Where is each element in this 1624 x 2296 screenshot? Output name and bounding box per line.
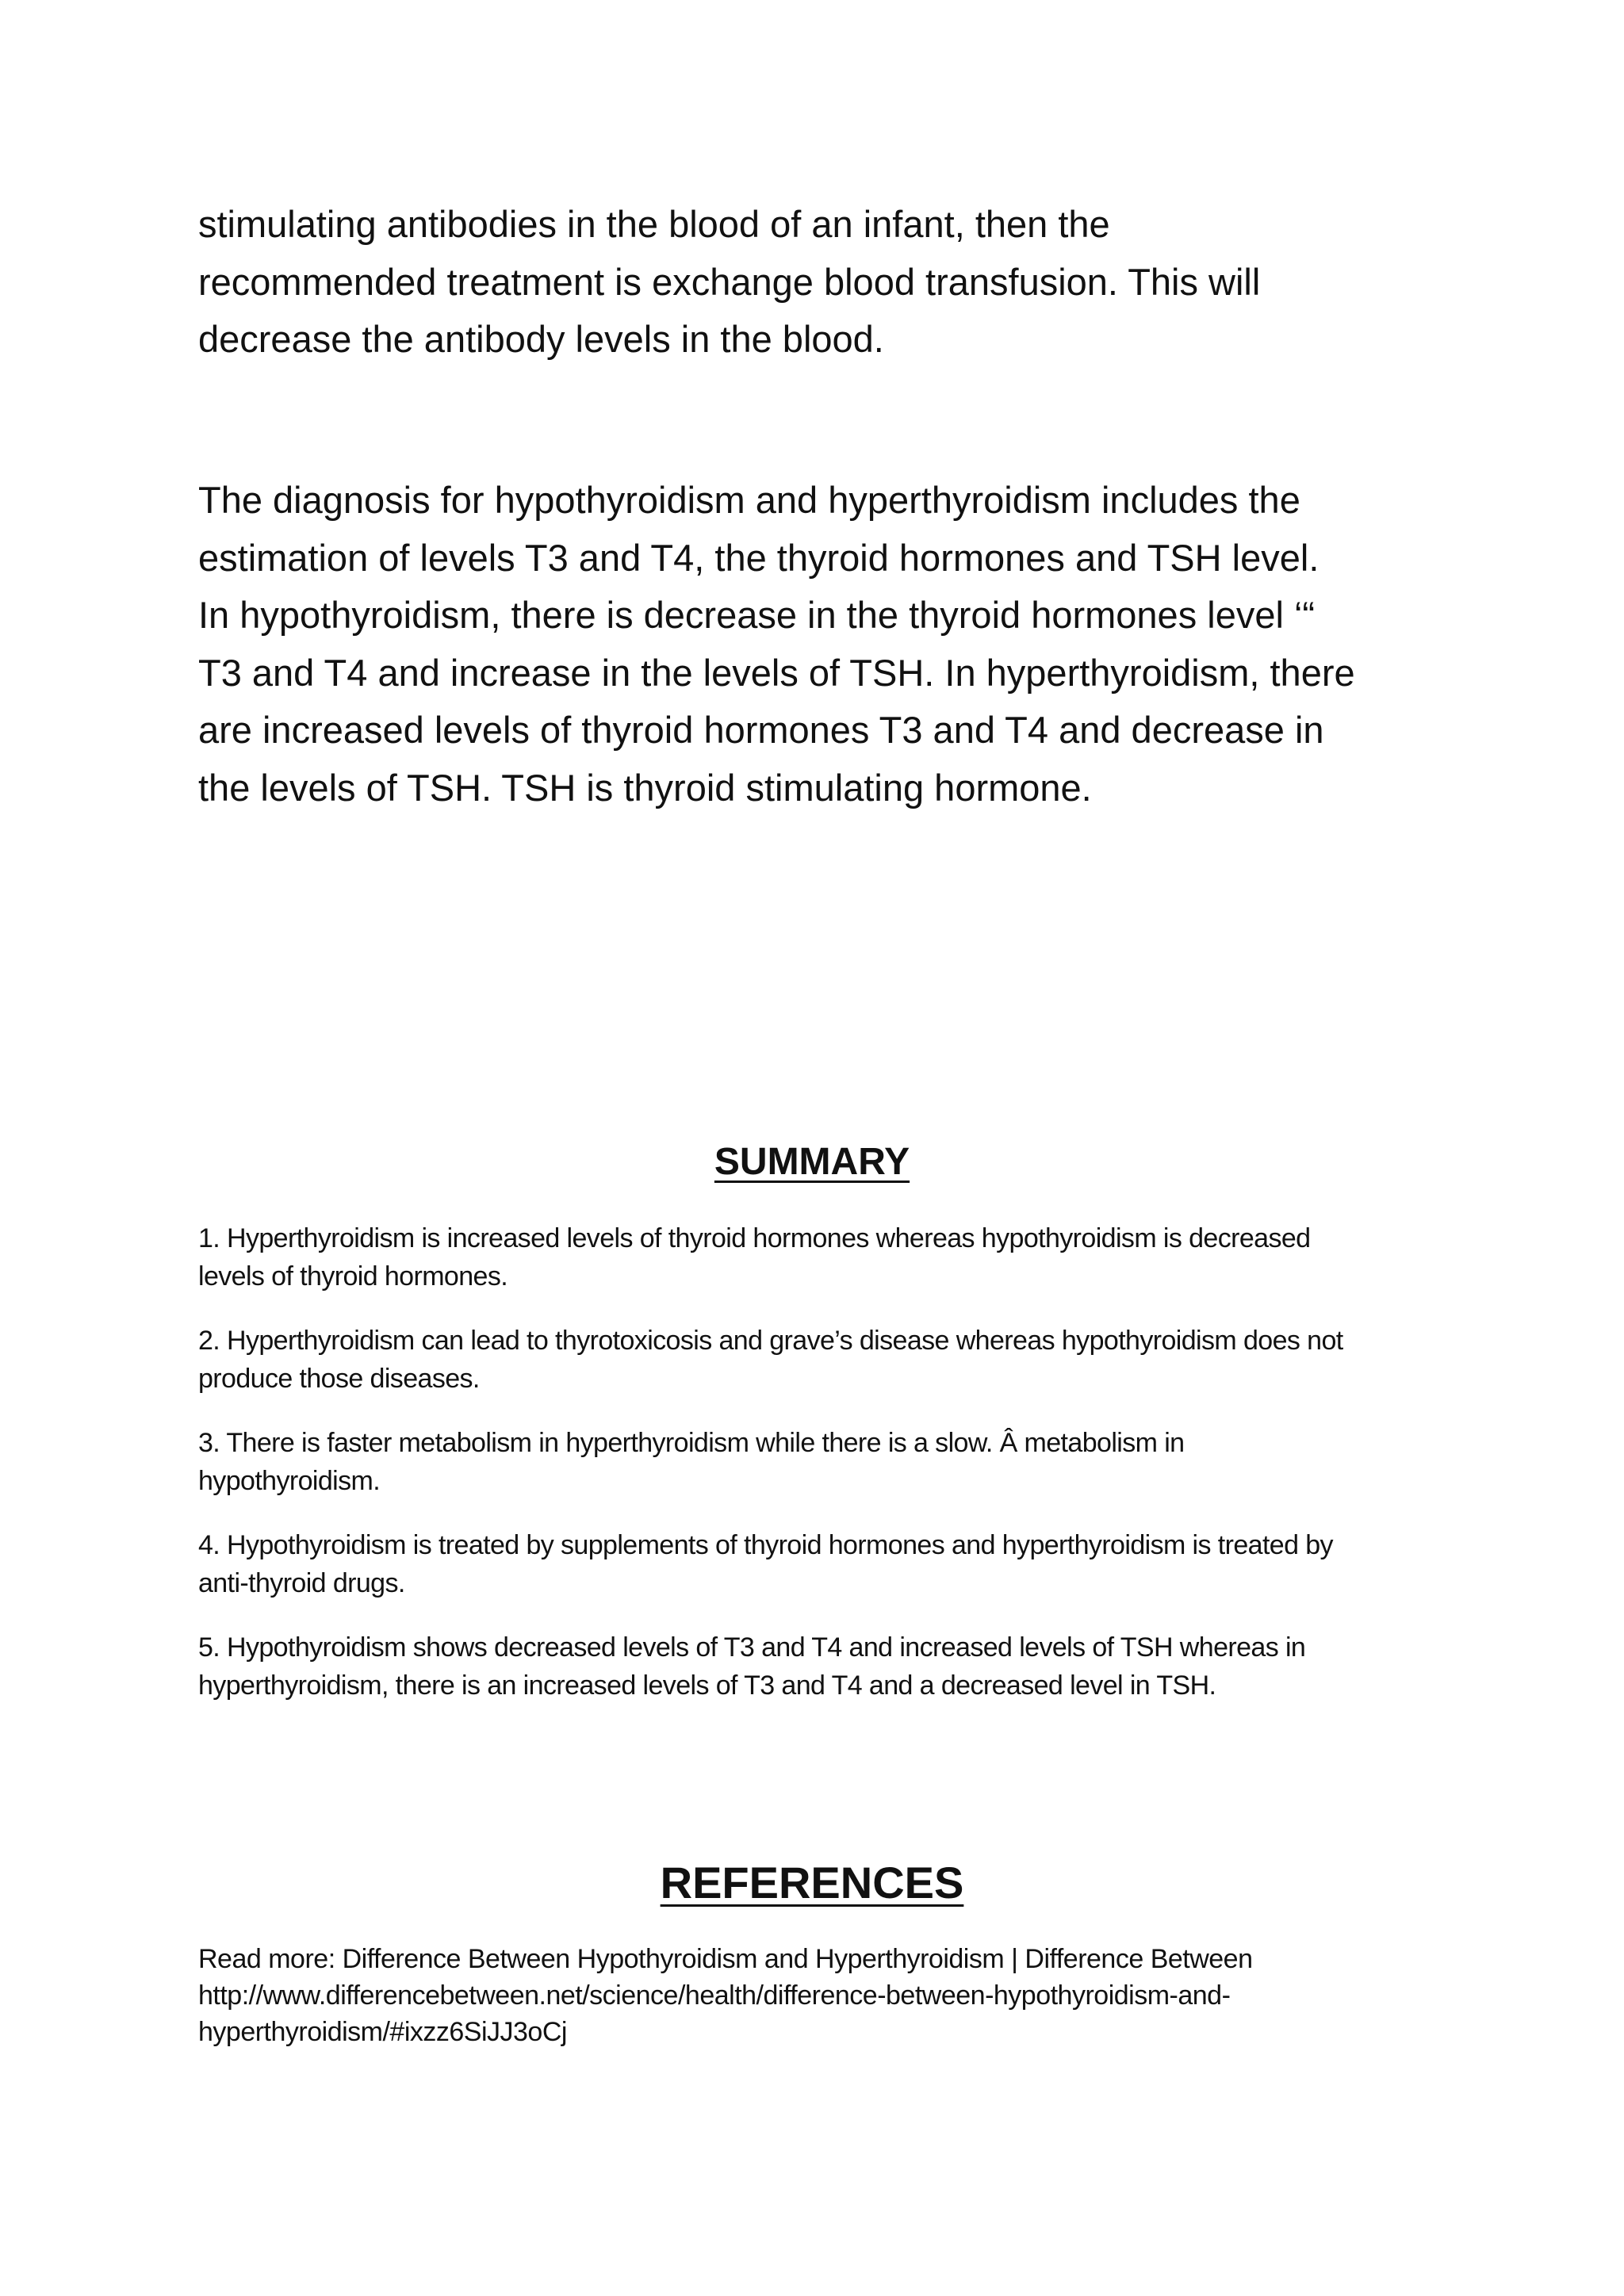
summary-item-line: 4. Hypothyroidism is treated by supplements of thyroid hormones and hyperthyroidism is treated by <box>198 1530 1333 1560</box>
summary-item-line: 2. Hyperthyroidism can lead to thyrotoxicosis and grave’s disease whereas hypothyroidism does not <box>198 1326 1343 1356</box>
summary-item <box>198 1219 1475 1295</box>
summary-item-line: hyperthyroidism, there is an increased levels of T3 and T4 and a decreased level in TSH. <box>198 1670 1216 1701</box>
summary-item <box>198 1424 1475 1500</box>
paragraph-line: decrease the antibody levels in the blood. <box>198 318 884 360</box>
paragraph-line: In hypothyroidism, there is decrease in the thyroid hormones level ‘“ <box>198 594 1316 636</box>
paragraph-line: T3 and T4 and increase in the levels of TSH. In hyperthyroidism, there <box>198 651 1355 694</box>
summary-item-line: produce those diseases. <box>198 1364 480 1394</box>
paragraph-line: estimation of levels T3 and T4, the thyroid hormones and TSH level. <box>198 536 1320 579</box>
paragraph-line: are increased levels of thyroid hormones T3 and T4 and decrease in <box>198 709 1324 751</box>
summary-heading: SUMMARY <box>714 1141 910 1183</box>
reference-url-line: http://www.differencebetween.net/science/health/difference-between-hypothyroidism-and- <box>198 1980 1231 2011</box>
body-paragraph-diagnosis <box>198 472 1467 817</box>
summary-item-line: 3. There is faster metabolism in hyperthyroidism while there is a slow. Â metabolism in <box>198 1428 1185 1458</box>
reference-url-line: hyperthyroidism/#ixzz6SiJJ3oCj <box>198 2017 567 2047</box>
paragraph-line: recommended treatment is exchange blood transfusion. This will <box>198 260 1261 303</box>
summary-item-line: hypothyroidism. <box>198 1466 381 1496</box>
summary-item-line: 5. Hypothyroidism shows decreased levels of T3 and T4 and increased levels of TSH whereas in <box>198 1632 1306 1663</box>
reference-line: Read more: Difference Between Hypothyroidism and Hyperthyroidism | Difference Between <box>198 1944 1253 1974</box>
summary-item-line: levels of thyroid hormones. <box>198 1261 508 1292</box>
summary-item <box>198 1322 1475 1398</box>
body-paragraph-treatment <box>198 196 1467 369</box>
summary-item-line: anti-thyroid drugs. <box>198 1568 405 1598</box>
paragraph-line: the levels of TSH. TSH is thyroid stimulating hormone. <box>198 766 1092 809</box>
paragraph-line: The diagnosis for hypothyroidism and hyperthyroidism includes the <box>198 479 1300 521</box>
paragraph-line: stimulating antibodies in the blood of an infant, then the <box>198 203 1110 245</box>
summary-item <box>198 1526 1475 1602</box>
references-text <box>198 1941 1475 2050</box>
summary-item <box>198 1628 1475 1705</box>
summary-item-line: 1. Hyperthyroidism is increased levels of thyroid hormones whereas hypothyroidism is decreased <box>198 1223 1311 1253</box>
references-heading: REFERENCES <box>660 1858 964 1908</box>
summary-list <box>198 1219 1475 1731</box>
